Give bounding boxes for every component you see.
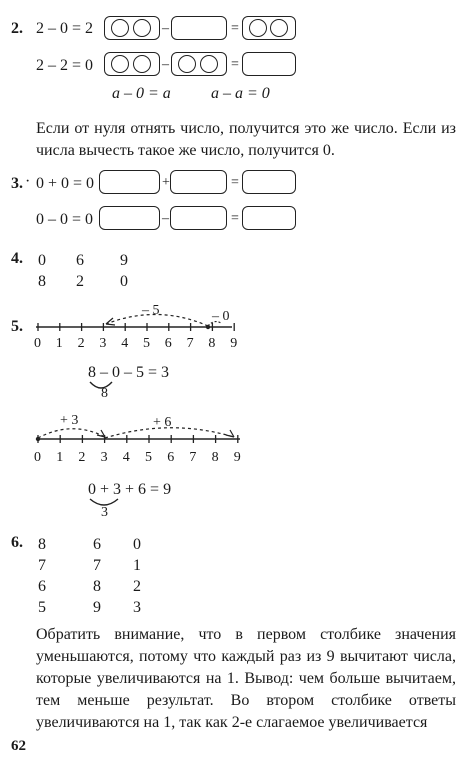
task-2-number: 2. xyxy=(11,20,23,37)
tick-label: 1 xyxy=(56,450,64,465)
task-2-equation-1: 2 – 0 = 2 xyxy=(36,20,94,37)
start-point xyxy=(206,325,210,329)
circle-icon xyxy=(133,19,151,37)
equals-sign: = xyxy=(231,175,239,190)
circle-icon xyxy=(200,55,218,73)
circle-icon xyxy=(133,55,151,73)
tick-label: 2 xyxy=(78,450,86,465)
task-3-number: 3. xyxy=(11,175,23,192)
task-5-expression-1: 8 – 0 – 5 = 3 xyxy=(88,364,170,381)
tick-label: 6 xyxy=(164,336,172,351)
task-6-cell: 7 xyxy=(93,557,101,574)
arrowhead-icon xyxy=(226,430,234,437)
tick-label: 7 xyxy=(186,336,194,351)
explanation-paragraph-1: Если от нуля отнять число, получится это же число. Если из числа вычесть такое же число, получится 0. xyxy=(36,120,456,159)
answer-box xyxy=(171,16,227,40)
task-6-cell: 2 xyxy=(133,578,141,595)
tick-label: 4 xyxy=(122,450,130,465)
tick-label: 3 xyxy=(100,450,108,465)
arc-label: – 0 xyxy=(212,309,230,324)
tick-label: 6 xyxy=(167,450,175,465)
tick-label: 9 xyxy=(233,450,241,465)
tick-label: 3 xyxy=(99,336,107,351)
tick-label: 4 xyxy=(121,336,129,351)
tick-label: 5 xyxy=(145,450,152,465)
task-3-dot: · xyxy=(25,173,31,190)
answer-box xyxy=(104,16,160,40)
task-6-cell: 6 xyxy=(93,536,101,553)
answer-box xyxy=(171,52,227,76)
arc-label: + 6 xyxy=(153,415,172,430)
rule-self: a – a = 0 xyxy=(211,85,270,102)
task-6-cell: 6 xyxy=(38,578,46,595)
plus-sign: + xyxy=(162,175,170,190)
task-4-cell: 2 xyxy=(76,273,84,290)
minus-sign: – xyxy=(162,211,169,226)
task-6-cell: 8 xyxy=(38,536,46,553)
task-6-cell: 5 xyxy=(38,599,46,616)
explanation-paragraph-2: Обратить внимание, что в первом столбике значения уменьшаются, потому что каждый раз из 9 вычитают числа, которые увеличиваются на 1. Вывод: чем больше вычитаем, тем меньше результат. Во втором столбике ответы увеличиваются на 1, так как 2-е слагаемое увеличивается xyxy=(36,626,456,731)
task-6-cell: 1 xyxy=(133,557,141,574)
tick-label: 5 xyxy=(143,336,150,351)
task-6-cell: 8 xyxy=(93,578,101,595)
task-3-equation-2: 0 – 0 = 0 xyxy=(36,211,94,228)
task-6-cell: 9 xyxy=(93,599,101,616)
tick-label: 9 xyxy=(230,336,238,351)
answer-box xyxy=(104,52,160,76)
task-5-number: 5. xyxy=(11,318,23,335)
tick-label: 7 xyxy=(189,450,197,465)
circle-icon xyxy=(111,55,129,73)
answer-box xyxy=(242,206,296,230)
answer-box xyxy=(242,52,296,76)
task-4-cell: 8 xyxy=(38,273,46,290)
tick-label: 1 xyxy=(55,336,63,351)
answer-box xyxy=(170,206,227,230)
answer-box xyxy=(242,170,296,194)
tick-label: 8 xyxy=(208,336,216,351)
equals-sign: = xyxy=(231,211,239,226)
answer-box xyxy=(242,16,296,40)
answer-box xyxy=(170,170,227,194)
rule-zero: a – 0 = a xyxy=(112,85,171,102)
task-2-equation-2: 2 – 2 = 0 xyxy=(36,57,94,74)
task-6-cell: 7 xyxy=(38,557,46,574)
arc-label: + 3 xyxy=(60,413,79,428)
number-line-1 xyxy=(0,300,469,360)
tick-label: 0 xyxy=(34,450,41,465)
circle-icon xyxy=(249,19,267,37)
task-5-subresult-2: 3 xyxy=(101,505,108,520)
jump-arc xyxy=(38,429,105,438)
minus-sign: – xyxy=(162,21,169,36)
task-5-subresult-1: 8 xyxy=(101,386,108,401)
task-4-cell: 0 xyxy=(120,273,128,290)
tick-label: 0 xyxy=(34,336,41,351)
minus-sign: – xyxy=(162,57,169,72)
tick-label: 8 xyxy=(211,450,219,465)
equals-sign: = xyxy=(231,57,239,72)
answer-box xyxy=(99,206,160,230)
circle-icon xyxy=(178,55,196,73)
arc-label: – 5 xyxy=(142,303,160,318)
page-number: 62 xyxy=(11,738,26,754)
task-4-number: 4. xyxy=(11,250,23,267)
task-4-cell: 0 xyxy=(38,252,46,269)
circle-icon xyxy=(270,19,288,37)
equals-sign: = xyxy=(231,21,239,36)
task-4-cell: 9 xyxy=(120,252,128,269)
task-5-expression-2: 0 + 3 + 6 = 9 xyxy=(88,481,172,498)
circle-icon xyxy=(111,19,129,37)
task-3-equation-1: 0 + 0 = 0 xyxy=(36,175,95,192)
task-6-cell: 3 xyxy=(133,599,141,616)
task-6-cell: 0 xyxy=(133,536,141,553)
tick-label: 2 xyxy=(77,336,85,351)
answer-box xyxy=(99,170,160,194)
task-6-number: 6. xyxy=(11,534,23,551)
number-line-2 xyxy=(0,410,469,470)
task-4-cell: 6 xyxy=(76,252,84,269)
